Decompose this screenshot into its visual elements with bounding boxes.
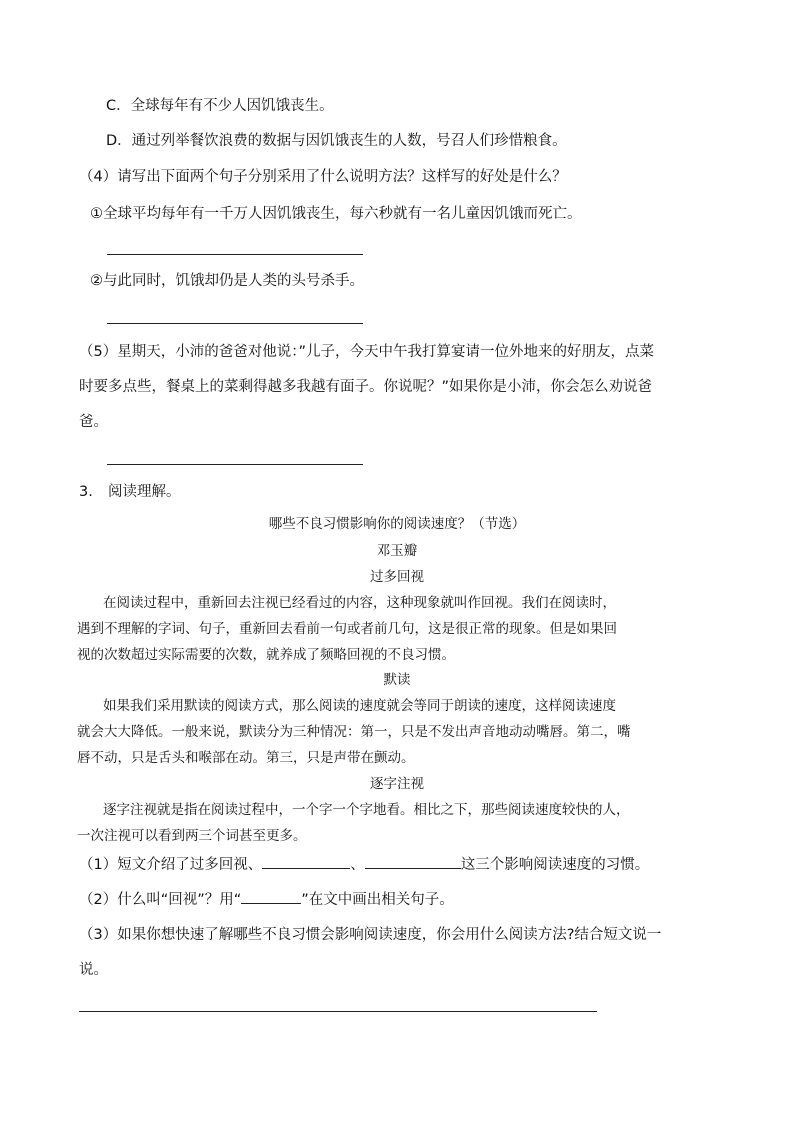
answer-line[interactable]: [107, 254, 363, 255]
answer-line[interactable]: [79, 1011, 597, 1012]
option-c: C．全球每年有不少人因饥饿丧生。: [106, 98, 334, 114]
question-5-line-3: 爸。: [79, 414, 108, 430]
sub-question-2-text: （2）什么叫“回视”？用“: [79, 892, 242, 908]
question-4-sentence-2: ②与此同时，饥饿却仍是人类的头号杀手。: [90, 273, 364, 289]
section-title-3: 逐字注视: [370, 776, 424, 792]
option-d: D．通过列举餐饮浪费的数据与因饥饿丧生的人数，号召人们珍惜粮食。: [106, 133, 567, 149]
article-author: 邓玉瓣: [376, 543, 418, 559]
answer-line[interactable]: [107, 323, 363, 324]
question-5-line-1: （5）星期天，小沛的爸爸对他说：”儿子，今天中午我打算宴请一位外地来的好朋友，点菜: [79, 344, 654, 360]
sub-question-2: [79, 889, 454, 910]
section-title-2: 默读: [383, 672, 411, 688]
passage-line: 一次注视可以看到两三个词甚至更多。: [77, 828, 307, 844]
sub-question-1: [79, 854, 649, 875]
fill-blank[interactable]: [262, 854, 350, 869]
fill-blank[interactable]: [365, 854, 461, 869]
separator: 、: [350, 857, 365, 873]
sub-question-1-tail: 这三个影响阅读速度的习惯。: [460, 857, 650, 873]
passage-line: 就会大大降低。一般来说，默读分为三种情况：第一，只是不发出声音地动动嘴唇。第二，嘴: [77, 724, 631, 740]
underline-sample: [241, 889, 301, 904]
passage-line: 唇不动，只是舌头和喉部在动。第三，只是声带在颤动。: [77, 750, 415, 766]
sub-question-1-text: （1）短文介绍了过多回视、: [79, 857, 263, 873]
section-3-number: 3.: [79, 484, 93, 500]
sub-question-3-line-2: 说。: [79, 962, 108, 978]
passage-line: 逐字注视就是指在阅读过程中，一个字一个字地看。相比之下，那些阅读速度较快的人，: [103, 802, 630, 818]
question-4-sentence-1: ①全球平均每年有一千万人因饥饿丧生，每六秒就有一名儿童因饥饿而死亡。: [90, 206, 582, 222]
passage-line: 如果我们采用默读的阅读方式，那么阅读的速度就会等同于朗读的速度，这样阅读速度: [103, 698, 616, 714]
passage-line: 在阅读过程中，重新回去注视已经看过的内容，这种现象就叫作回视。我们在阅读时，: [103, 595, 616, 611]
passage-line: 视的次数超过实际需要的次数，就养成了频略回视的不良习惯。: [77, 647, 455, 663]
sub-question-3-line-1: （3）如果你想快速了解哪些不良习惯会影响阅读速度，你会用什么阅读方法?结合短文说一: [79, 927, 662, 943]
question-5-line-2: 时要多点些，餐桌上的菜剩得越多我越有面子。你说呢？”如果你是小沛，你会怎么劝说爸: [79, 379, 653, 395]
section-3-heading: 阅读理解。: [108, 484, 181, 500]
section-title-1: 过多回视: [370, 569, 424, 585]
answer-line[interactable]: [107, 464, 363, 465]
question-4: （4）请写出下面两个句子分别采用了什么说明方法？这样写的好处是什么？: [79, 169, 567, 185]
article-title: 哪些不良习惯影响你的阅读速度？（节选）: [268, 516, 526, 532]
passage-line: 遇到不理解的字词、句子，重新回去看前一句或者前几句，这是很正常的现象。但是如果回: [77, 621, 617, 637]
sub-question-2-tail: ”在文中画出相关句子。: [301, 892, 454, 908]
